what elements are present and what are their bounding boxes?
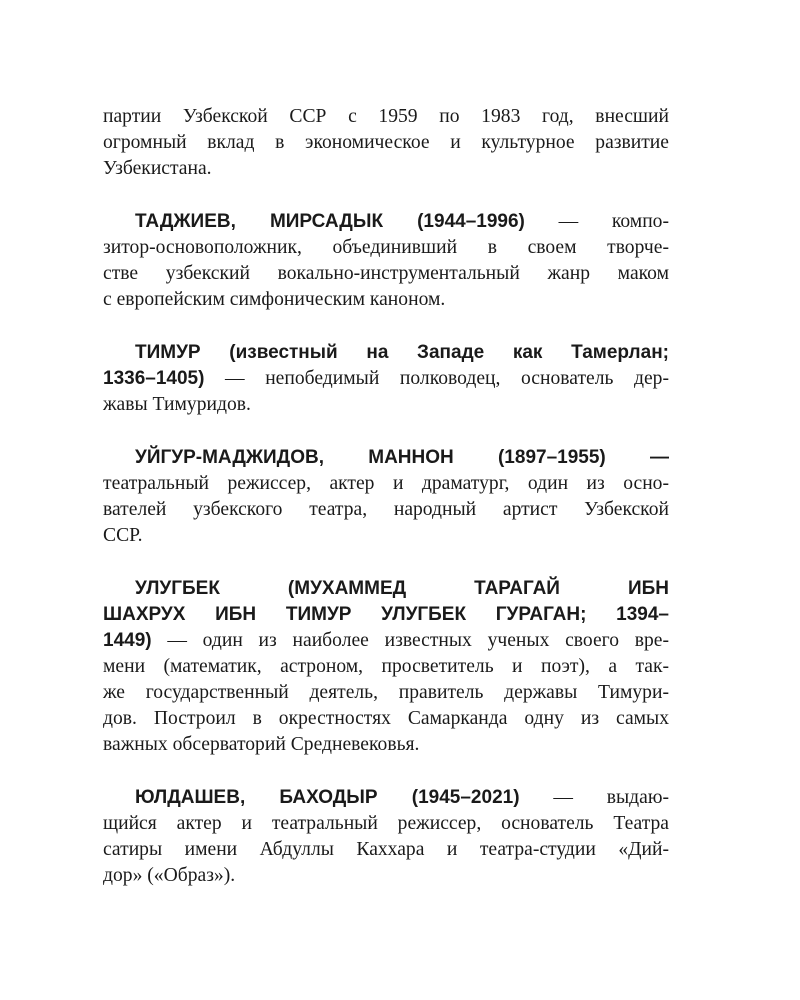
text-line: мени (математик, астроном, просветитель и поэт), а так- xyxy=(103,656,669,677)
text-line: дор» («Образ»). xyxy=(103,865,236,886)
entry-rashidov-continuation xyxy=(103,104,669,182)
entry-uygur-madzhidov xyxy=(103,445,669,549)
text-line: с европейским симфоническим каноном. xyxy=(103,289,446,310)
entry-heading: 1336–1405) xyxy=(103,368,205,389)
text-line: щийся актер и театральный режиссер, основатель Театра xyxy=(103,813,669,834)
entry-heading: УЙГУР-МАДЖИДОВ, МАННОН (1897–1955) — xyxy=(135,447,669,468)
text-line: важных обсерваторий Средневековья. xyxy=(103,734,420,755)
text-line xyxy=(103,340,669,366)
text-line xyxy=(103,602,669,628)
text-line: театральный режиссер, актер и драматург, один из осно- xyxy=(103,473,669,494)
entry-timur xyxy=(103,340,669,418)
entry-heading: 1449) xyxy=(103,630,152,651)
entry-ulugbek xyxy=(103,576,669,758)
text-line: огромный вклад в экономическое и культурное развитие xyxy=(103,132,669,153)
text-line: ЮЛДАШЕВ, БАХОДЫР (1945–2021) — выдаю- xyxy=(135,787,669,808)
text-line: 1336–1405) — непобедимый полководец, основатель дер- xyxy=(103,368,669,389)
entry-heading: ШАХРУХ ИБН ТИМУР УЛУГБЕК ГУРАГАН; 1394– xyxy=(103,604,669,625)
text-line: 1449) — один из наиболее известных ученых своего вре- xyxy=(103,630,669,651)
text-line: Узбекистана. xyxy=(103,158,212,179)
text-line: ТАДЖИЕВ, МИРСАДЫК (1944–1996) — компо- xyxy=(135,211,670,232)
text-line: сатиры имени Абдуллы Каххара и театра-студии «Дий- xyxy=(103,839,669,860)
entry-heading: ЮЛДАШЕВ, БАХОДЫР (1945–2021) xyxy=(135,787,520,808)
text-line: партии Узбекской ССР с 1959 по 1983 год, внесший xyxy=(103,106,669,127)
entry-heading: ТИМУР (известный на Западе как Тамерлан; xyxy=(135,342,669,363)
entry-heading: УЛУГБЕК (МУХАММЕД ТАРАГАЙ ИБН xyxy=(135,578,669,599)
entry-yuldashev xyxy=(103,785,669,889)
text-line: стве узбекский вокально-инструментальный жанр маком xyxy=(103,263,669,284)
text-line: же государственный деятель, правитель державы Тимури- xyxy=(103,682,669,703)
text-line: дов. Построил в окрестностях Самарканда одну из самых xyxy=(103,708,669,729)
text-line xyxy=(103,445,669,471)
text-line: вателей узбекского театра, народный артист Узбекской xyxy=(103,499,669,520)
book-page xyxy=(103,104,669,916)
text-line: жавы Тимуридов. xyxy=(103,394,251,415)
entry-tadzhiev xyxy=(103,209,669,313)
text-line: ССР. xyxy=(103,525,143,546)
text-line: зитор-основоположник, объединивший в своем творче- xyxy=(103,237,669,258)
entry-heading: ТАДЖИЕВ, МИРСАДЫК (1944–1996) xyxy=(135,211,525,232)
text-line xyxy=(103,576,669,602)
